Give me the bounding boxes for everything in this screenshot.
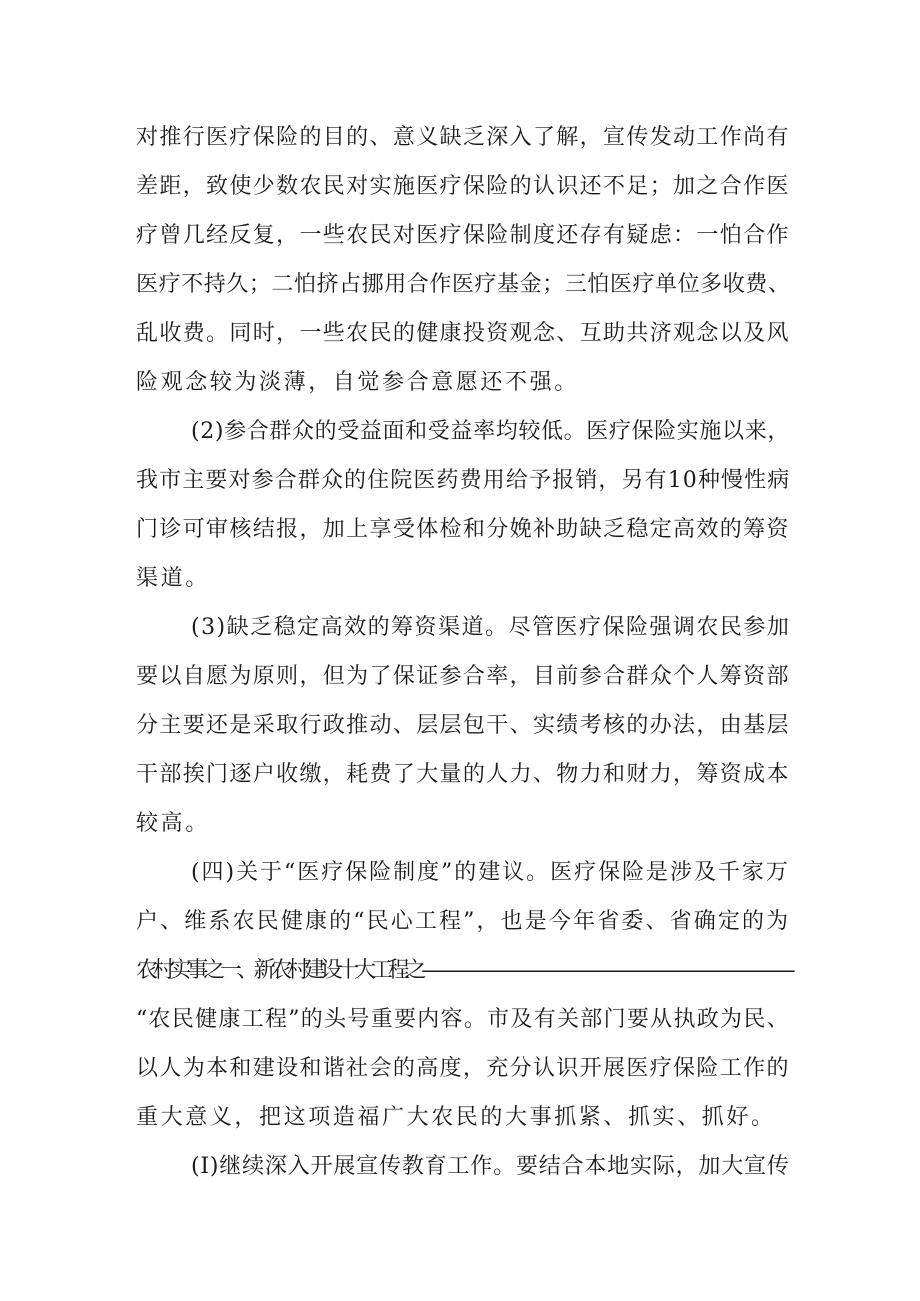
paragraph-5-line-1: (I)继续深入开展宣传教育工作。要结合本地实际，加大宣传 [191,1154,790,1179]
paragraph-1-line-5: 乱收费。同时，一些农民的健康投资观念、互助共济观念以及风 [136,321,790,346]
paragraph-4-line-1: (四)关于“医疗保险制度”的建议。医疗保险是涉及千家万 [191,860,790,885]
paragraph-2-line-1: (2)参合群众的受益面和受益率均较低。医疗保险实施以来， [191,419,790,444]
paragraph-1-line-3: 疗曾几经反复，一些农民对医疗保险制度还存有疑虑：一怕合作 [136,223,790,248]
paragraph-1-line-1: 对推行医疗保险的目的、意义缺乏深入了解，宣传发动工作尚有 [136,125,790,150]
paragraph-2-line-4: 渠道。 [136,566,210,591]
paragraph-3-line-4: 干部挨门逐户收缴，耗费了大量的人力、物力和财力，筹资成本 [136,762,790,787]
paragraph-2-line-3: 门诊可审核结报，加上享受体检和分娩补助缺乏稳定高效的筹资 [136,517,790,542]
paragraph-3-line-2: 要以自愿为原则，但为了保证参合率，目前参合群众个人筹资部 [136,664,790,689]
paragraph-1-line-4: 医疗不持久；二怕挤占挪用合作医疗基金；三怕医疗单位多收费、 [136,272,791,297]
paragraph-4-line-2: 户、维系农民健康的“民心工程”，也是今年省委、省确定的为 [136,909,791,934]
paragraph-1-line-2: 差距，致使少数农民对实施医疗保险的认识还不足；加之合作医 [136,174,790,199]
paragraph-4-line-6: 重大意义，把这项造福广大农民的大事抓紧、抓实、抓好。 [136,1105,776,1130]
paragraph-4-line-3: 农村实事之一、新农村建设十大工程之—————————————————————— [136,958,791,983]
paragraph-3-line-3: 分主要还是采取行政推动、层层包干、实绩考核的办法，由基层 [136,713,790,738]
paragraph-3-line-5: 较高。 [136,811,210,836]
paragraph-2-line-2: 我市主要对参合群众的住院医药费用给予报销，另有10种慢性病 [136,468,791,493]
paragraph-4-line-5: 以人为本和建设和谐社会的高度，充分认识开展医疗保险工作的 [136,1056,790,1081]
paragraph-4-line-4: “农民健康工程”的头号重要内容。市及有关部门要从执政为民、 [136,1007,790,1032]
paragraph-1-line-6: 险观念较为淡薄，自觉参合意愿还不强。 [136,370,579,395]
paragraph-3-line-1: (3)缺乏稳定高效的筹资渠道。尽管医疗保险强调农民参加 [191,615,791,640]
